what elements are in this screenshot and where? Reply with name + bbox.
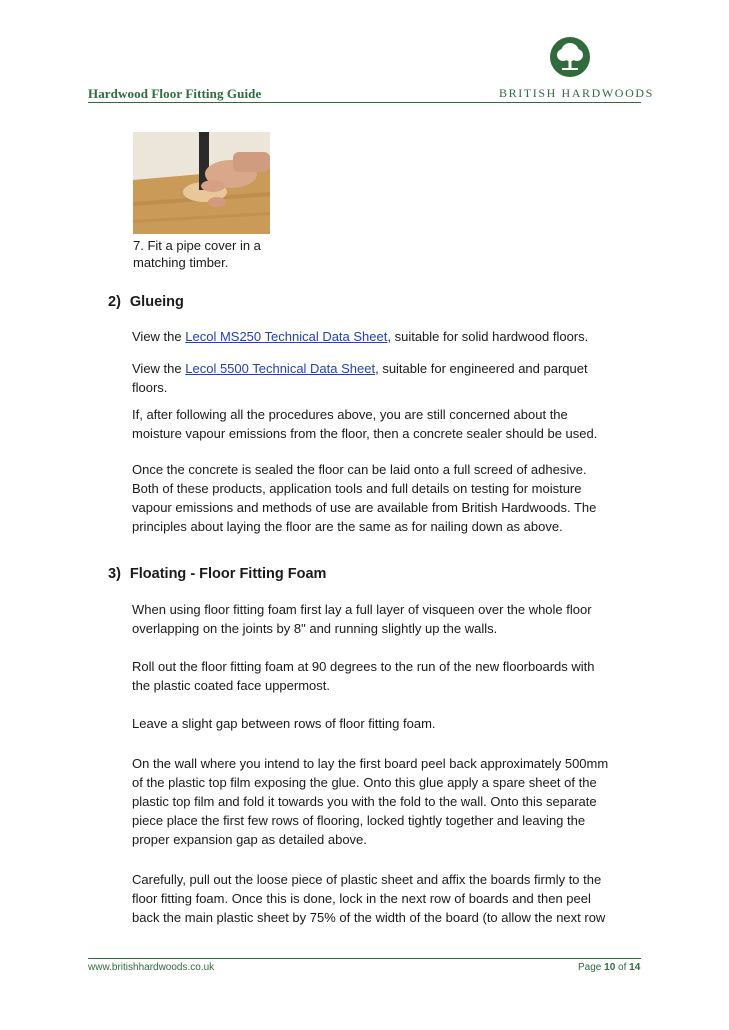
paragraph [132,714,620,733]
text-line: overlapping on the joints by 8" and running slightly up the walls. [132,621,498,636]
paragraph [132,754,620,849]
lecol-ms250-link[interactable]: Lecol MS250 Technical Data Sheet [185,329,388,344]
current-page: 10 [604,962,616,973]
photo-caption [133,237,283,271]
text-line: Both of these products, application tools and full details on testing for moisture [132,481,582,496]
text-line: Carefully, pull out the loose piece of plastic sheet and affix the boards firmly to the [132,872,602,887]
text: View the [132,329,186,344]
text-line: back the main plastic sheet by 75% of the width of the board (to allow the next row [132,910,606,925]
lecol-5500-link[interactable]: Lecol 5500 Technical Data Sheet [185,361,376,376]
text-line: proper expansion gap as detailed above. [132,832,367,847]
text-line: floors. [132,380,168,395]
section-number: 2) [108,294,121,310]
text-line: moisture vapour emissions from the floor, then a concrete sealer should be used. [132,426,598,441]
paragraph [132,600,620,638]
header-rule [88,102,641,103]
pipe-cover-photo [133,132,270,234]
text: , suitable for solid hardwood floors. [387,329,589,344]
text: View the [132,361,186,376]
text-line: principles about laying the floor are the same as for nailing down as above. [132,519,563,534]
paragraph [132,870,620,927]
paragraph [132,405,620,443]
text-line: of the plastic top film exposing the glue. Onto this glue apply a spare sheet of the [132,775,597,790]
section-title: Floating - Floor Fitting Foam [129,566,327,582]
section-title: Glueing [129,294,184,310]
caption-line: 7. Fit a pipe cover in a [133,238,261,253]
section-heading-floating [108,566,326,582]
paragraph [132,327,620,346]
text-line: floor fitting foam. Once this is done, lock in the next row of boards and then peel [132,891,591,906]
paragraph [132,657,620,695]
text-line: piece place the first few rows of flooring, locked tightly together and leaving the [132,813,586,828]
page-number [578,962,640,973]
text-line: When using floor fitting foam first lay a full layer of visqueen over the whole floor [132,602,592,617]
text-line: plastic top film and fold it towards you with the fold to the wall. Onto this separate [132,794,597,809]
text-line: the plastic coated face uppermost. [132,678,331,693]
brand-name: BRITISH HARDWOODS [499,86,654,100]
section-heading-glueing [108,294,184,310]
paragraph [132,359,620,397]
british-hardwoods-logo [549,36,591,78]
document-title: Hardwood Floor Fitting Guide [88,86,262,101]
section-number: 3) [108,566,121,582]
text-line: Leave a slight gap between rows of floor fitting foam. [132,716,436,731]
text-line: vapour emissions and methods of use are available from British Hardwoods. The [132,500,597,515]
text-line: On the wall where you intend to lay the first board peel back approximately 500mm [132,756,609,771]
page-label: Page [578,962,605,973]
text: , suitable for engineered and parquet [375,361,588,376]
text-line: If, after following all the procedures above, you are still concerned about the [132,407,568,422]
text-line: Once the concrete is sealed the floor can be laid onto a full screed of adhesive. [132,462,587,477]
page-of: of [615,962,630,973]
total-pages: 14 [629,962,641,973]
caption-line: matching timber. [133,255,229,270]
paragraph [132,460,620,536]
website-link[interactable]: www.britishhardwoods.co.uk [88,962,215,973]
footer-rule [88,958,641,959]
text-line: Roll out the floor fitting foam at 90 degrees to the run of the new floorboards with [132,659,595,674]
